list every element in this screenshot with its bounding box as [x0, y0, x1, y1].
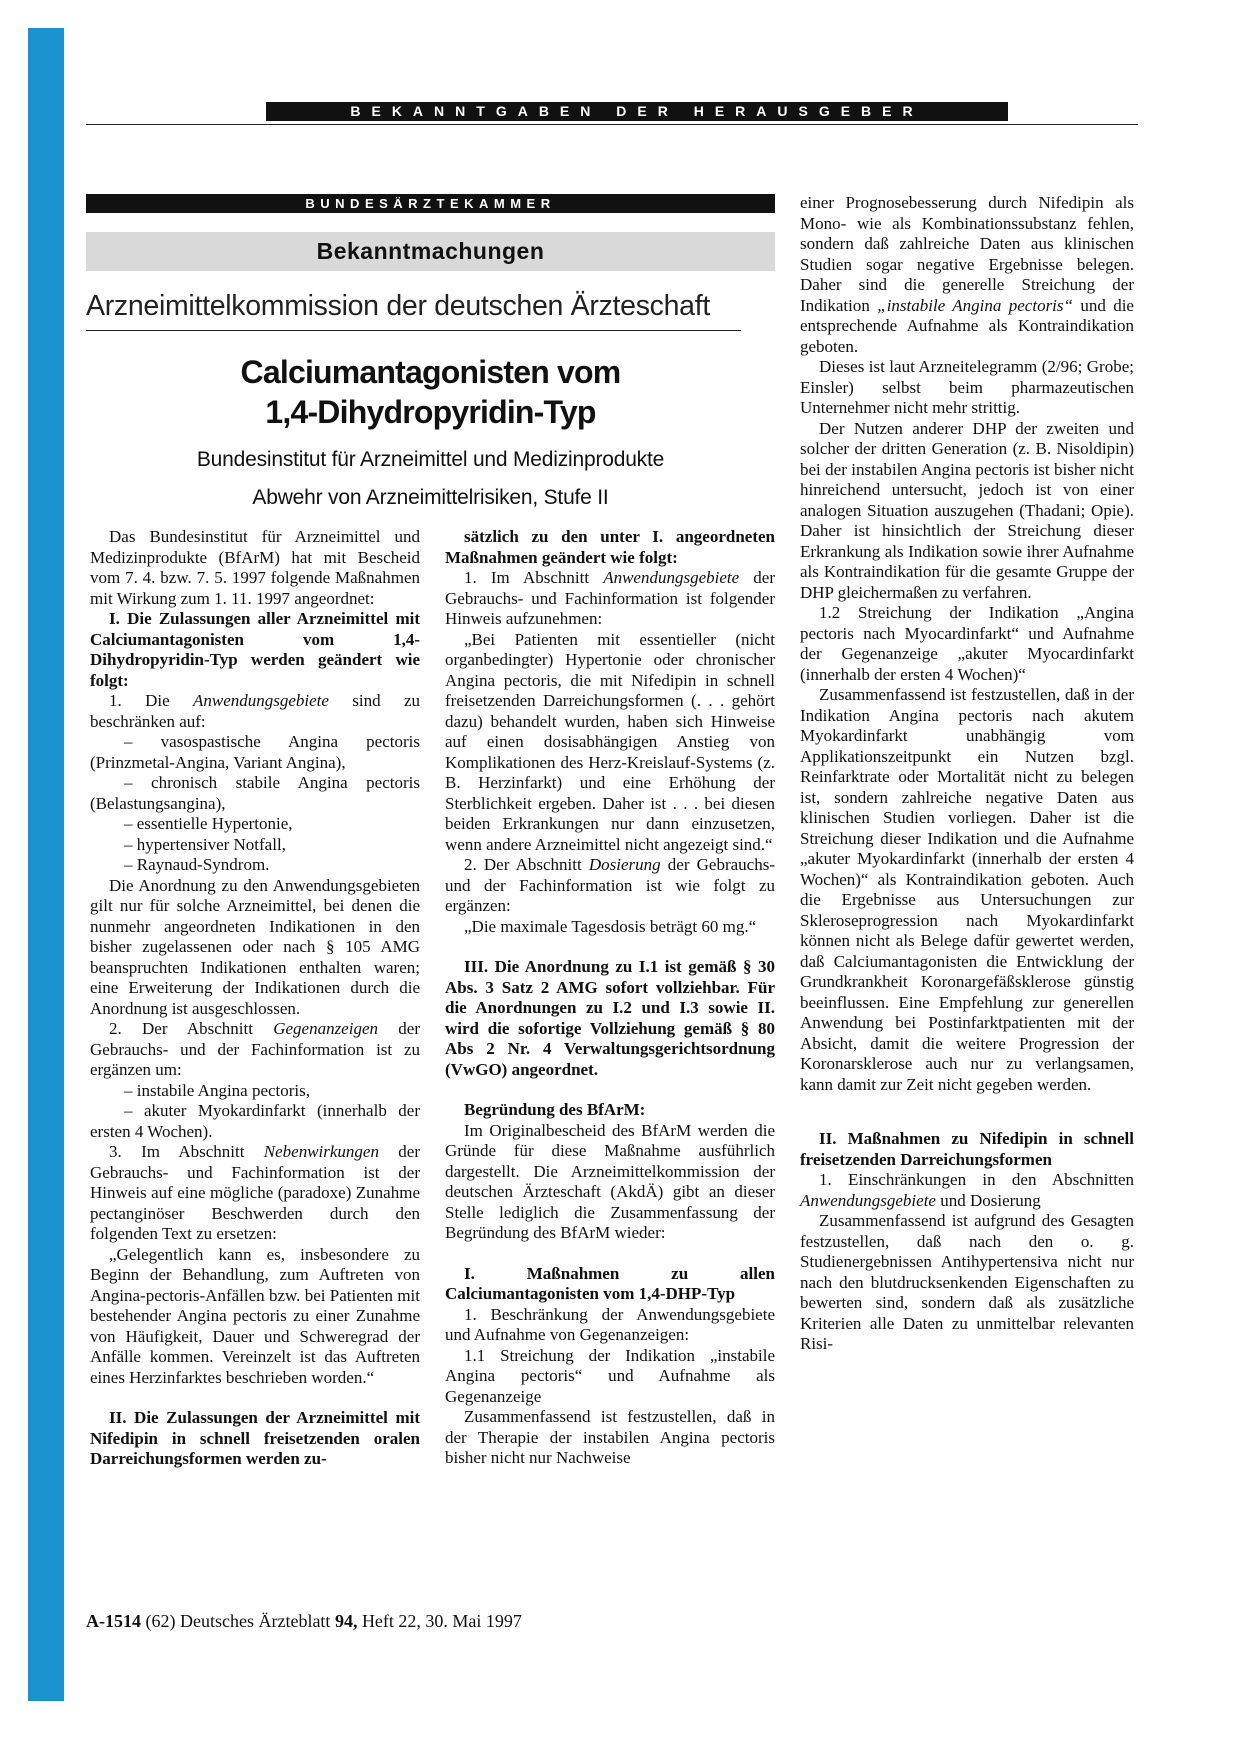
heading-measures-all: I. Maßnahmen zu allen Calciumantagonisten vom 1,4-DHP-Typ	[445, 1263, 775, 1303]
paragraph: Dieses ist laut Arzneitelegramm (2/96; Grobe; Einsler) selbst beim pharmazeutischen Unternehmer nicht mehr strittig.	[800, 357, 1134, 417]
footer-issue: Heft 22, 30. Mai 1997	[357, 1611, 522, 1631]
page-header	[86, 100, 1138, 125]
article-subtitle-line2: Abwehr von Arzneimittelrisiken, Stufe II	[252, 486, 609, 509]
list-item: – akuter Myokardinfarkt (innerhalb der ersten 4 Wochen).	[90, 1101, 420, 1141]
list-item: – essentielle Hypertonie,	[124, 814, 293, 833]
paragraph: Der Nutzen anderer DHP der zweiten und solcher der dritten Generation (z. B. Nisoldipin) bei der instabilen Angina pectoris ist bisher nicht hinreichend untersucht, jedoch ist von einer analogen Situation auszugehen (Thadani; Opie). Daher ist hinsichtlich der Streichung dieser Erkrankung als Indikation sowie ihrer Aufnahme als Kontraindikation für die gesamte Gruppe der DHP gleichermaßen zu verfahren.	[800, 418, 1134, 602]
page-number: A-1514	[86, 1611, 141, 1631]
text-column-2	[445, 527, 775, 1469]
list-item: – Raynaud-Syndrom.	[124, 855, 270, 874]
page-footer	[86, 1611, 522, 1632]
accent-side-bar	[28, 28, 64, 1701]
quote: „Gelegentlich kann es, insbesondere zu Beginn der Behandlung, zum Auftreten von Angina-pectoris-Anfällen bzw. bei Patienten mit bestehender Angina pectoris zu einer Zunahme von Häufigkeit, Dauer und Schweregrad der Anfälle kommen. Vereinzelt ist das Auftreten eines Herzinfarktes beschrieben worden.“	[90, 1244, 420, 1387]
paragraph: 2. Der Abschnitt Gegenanzeigen der Gebrauchs- und der Fachinformation ist zu ergänzen um:	[90, 1019, 420, 1079]
paragraph: Das Bundesinstitut für Arzneimittel und Medizinprodukte (BfArM) hat mit Bescheid vom 7. 4. bzw. 7. 5. 1997 folgende Maßnahmen mit Wirkung zum 1. 11. 1997 angeordnet:	[90, 527, 420, 608]
paragraph: Zusammenfassend ist aufgrund des Gesagten festzustellen, daß nach den o. g. Studienergebnissen Antihypertensiva nicht nur nach den blutdrucksenkenden Eigenschaften zu bewerten sind, sondern daß als zusätzliche Kriterien alle Daten zu unmittelbar relevanten Risi-	[800, 1211, 1134, 1353]
paragraph: Die Anordnung zu den Anwendungsgebieten gilt nur für solche Arzneimittel, bei denen die nunmehr angeordneten Indikationen in den bisher zugelassenen oder nach § 105 AMG beanspruchten Indikationen enthalten waren; eine Erweiterung der Indikationen durch die Anordnung ist ausgeschlossen.	[90, 875, 420, 1018]
paragraph: 1. Einschränkungen in den Abschnitten Anwendungsgebiete und Dosierung	[800, 1170, 1134, 1210]
paragraph: 2. Der Abschnitt Dosierung der Gebrauchs- und der Fachinformation ist wie folgt zu ergänzen:	[445, 855, 775, 915]
paragraph: 1. Die Anwendungsgebiete sind zu beschränken auf:	[90, 691, 420, 731]
heading-section-1: I. Die Zulassungen aller Arzneimittel mit Calciumantagonisten vom 1,4-Dihydropyridin-Typ werden geändert wie folgt:	[90, 609, 420, 690]
heading-justification: Begründung des BfArM:	[464, 1100, 646, 1119]
paragraph: 1.1 Streichung der Indikation „instabile Angina pectoris“ und Aufnahme als Gegenanzeige	[445, 1345, 775, 1406]
heading-continued: sätzlich zu den unter I. angeordneten Maßnahmen geändert wie folgt:	[445, 527, 775, 567]
quote: „Bei Patienten mit essentieller (nicht organbedingter) Hypertonie oder chronischer Angina pectoris, die mit Nifedipin in schnell freisetzenden Darreichungsformen (. . . gehört dazu) behandelt wurden, haben sich Hinweise auf einen dosisabhängigen Anstieg von Komplikationen des Herz-Kreislauf-Systems (z. B. Herzinfarkt) und eine Erhöhung der Sterblichkeit ergeben. Daher ist . . . bei diesen beiden Erkrankungen nur dann einzusetzen, wenn andere Arzneimittel nicht angezeigt sind.“	[445, 629, 775, 854]
footer-volume: 94,	[334, 1611, 358, 1631]
text-column-1	[90, 527, 420, 1470]
quote: „Die maximale Tagesdosis beträgt 60 mg.“	[464, 916, 757, 936]
text-column-3	[800, 193, 1134, 1355]
paragraph: Zusammenfassend ist festzustellen, daß in der Therapie der instabilen Angina pectoris bisher nicht nur Nachweise	[445, 1407, 775, 1467]
heading-measures-nifedipin: II. Maßnahmen zu Nifedipin in schnell freisetzenden Darreichungsformen	[800, 1129, 1134, 1169]
header-series-label: BEKANNTGABEN DER HERAUSGEBER	[266, 102, 1008, 121]
list-item: – hypertensiver Notfall,	[124, 834, 286, 854]
paragraph: 3. Im Abschnitt Nebenwirkungen der Gebrauchs- und Fachinformation ist der Hinweis auf eine mögliche (paradoxe) Zunahme pectanginöser Beschwerden durch den folgenden Text zu ersetzen:	[90, 1142, 420, 1243]
list-item: – chronisch stabile Angina pectoris (Belastungsangina),	[90, 773, 420, 813]
paragraph: 1. Im Abschnitt Anwendungsgebiete der Gebrauchs- und Fachinformation ist folgender Hinweis aufzunehmen:	[445, 568, 775, 628]
heading-section-3: III. Die Anordnung zu I.1 ist gemäß § 30 Abs. 3 Satz 2 AMG sofort vollziehbar. Für die Anordnungen zu I.2 und I.3 sowie II. wird die sofortige Vollziehung gemäß § 80 Abs 2 Nr. 4 Verwaltungsgerichtsordnung (VwGO) angeordnet.	[445, 957, 775, 1079]
institution-band: BUNDESÄRZTEKAMMER	[86, 194, 775, 213]
paragraph: Zusammenfassend ist festzustellen, daß in der Indikation Angina pectoris nach akutem Myokardinfarkt unabhängig vom Applikationszeitpunkt ein Nutzen bzgl. Reinfarktrate oder Mortalität nicht zu belegen ist, sondern zahlreiche negative Daten aus klinischen Studien vorliegen. Daher ist die Streichung dieser Indikation und die Aufnahme „akuter Myokardinfarkt (innerhalb der ersten 4 Wochen)“ als Kontraindikation geboten. Auch die Ergebnisse aus Untersuchungen zur Skleroseprogression nach Myokardinfarkt können nicht als Belege dafür gewertet werden, daß Calciumantagonisten die Entwicklung der Grundkrankheit Koronargefäßsklerose günstig beeinflussen. Eine Empfehlung zur generellen Anwendung bei Postinfarktpatienten mit der Absicht, damit die weitere Progression der Koronarsklerose auch nur zu verlangsamen, kann damit zur Zeit nicht gegeben werden.	[800, 685, 1134, 1094]
paragraph: 1. Beschränkung der Anwendungsgebiete und Aufnahme von Gegenanzeigen:	[445, 1304, 775, 1344]
paragraph: einer Prognosebesserung durch Nifedipin als Mono- wie als Kombinationssubstanz fehlen, sondern daß zahlreiche Daten aus klinischen Studien sogar negative Ergebnisse belegen. Daher sind die generelle Streichung der Indikation „instabile Angina pectoris“ und die entsprechende Aufnahme als Kontraindikation geboten.	[800, 193, 1134, 356]
list-item: – instabile Angina pectoris,	[124, 1080, 311, 1100]
commission-name: Arzneimittelkommission der deutschen Ärzteschaft	[86, 288, 741, 331]
list-item: – vasospastische Angina pectoris (Prinzmetal-Angina, Variant Angina),	[90, 732, 420, 772]
section-title: Bekanntmachungen	[86, 232, 775, 271]
article-title-line1: Calciumantagonisten vom	[240, 354, 621, 390]
paragraph: Im Originalbescheid des BfArM werden die Gründe für diese Maßnahme ausführlich dargestellt. Die Arzneimittelkommission der deutschen Ärzteschaft (AkdÄ) gibt an dieser Stelle lediglich die Zusammenfassung der Begründung des BfArM wieder:	[445, 1120, 775, 1242]
article-subtitle-line1: Bundesinstitut für Arzneimittel und Medizinprodukte	[196, 448, 665, 471]
heading-section-2: II. Die Zulassungen der Arzneimittel mit Nifedipin in schnell freisetzenden oralen Darreichungsformen werden zu-	[90, 1408, 420, 1468]
paragraph: 1.2 Streichung der Indikation „Angina pectoris nach Myocardinfarkt“ und Aufnahme der Gegenanzeige „akuter Myocardinfarkt (innerhalb der ersten 4 Wochen)“	[800, 603, 1134, 684]
footer-citation: (62) Deutsches Ärzteblatt	[145, 1611, 335, 1631]
article-title-line2: 1,4-Dihydropyridin-Typ	[265, 394, 596, 430]
